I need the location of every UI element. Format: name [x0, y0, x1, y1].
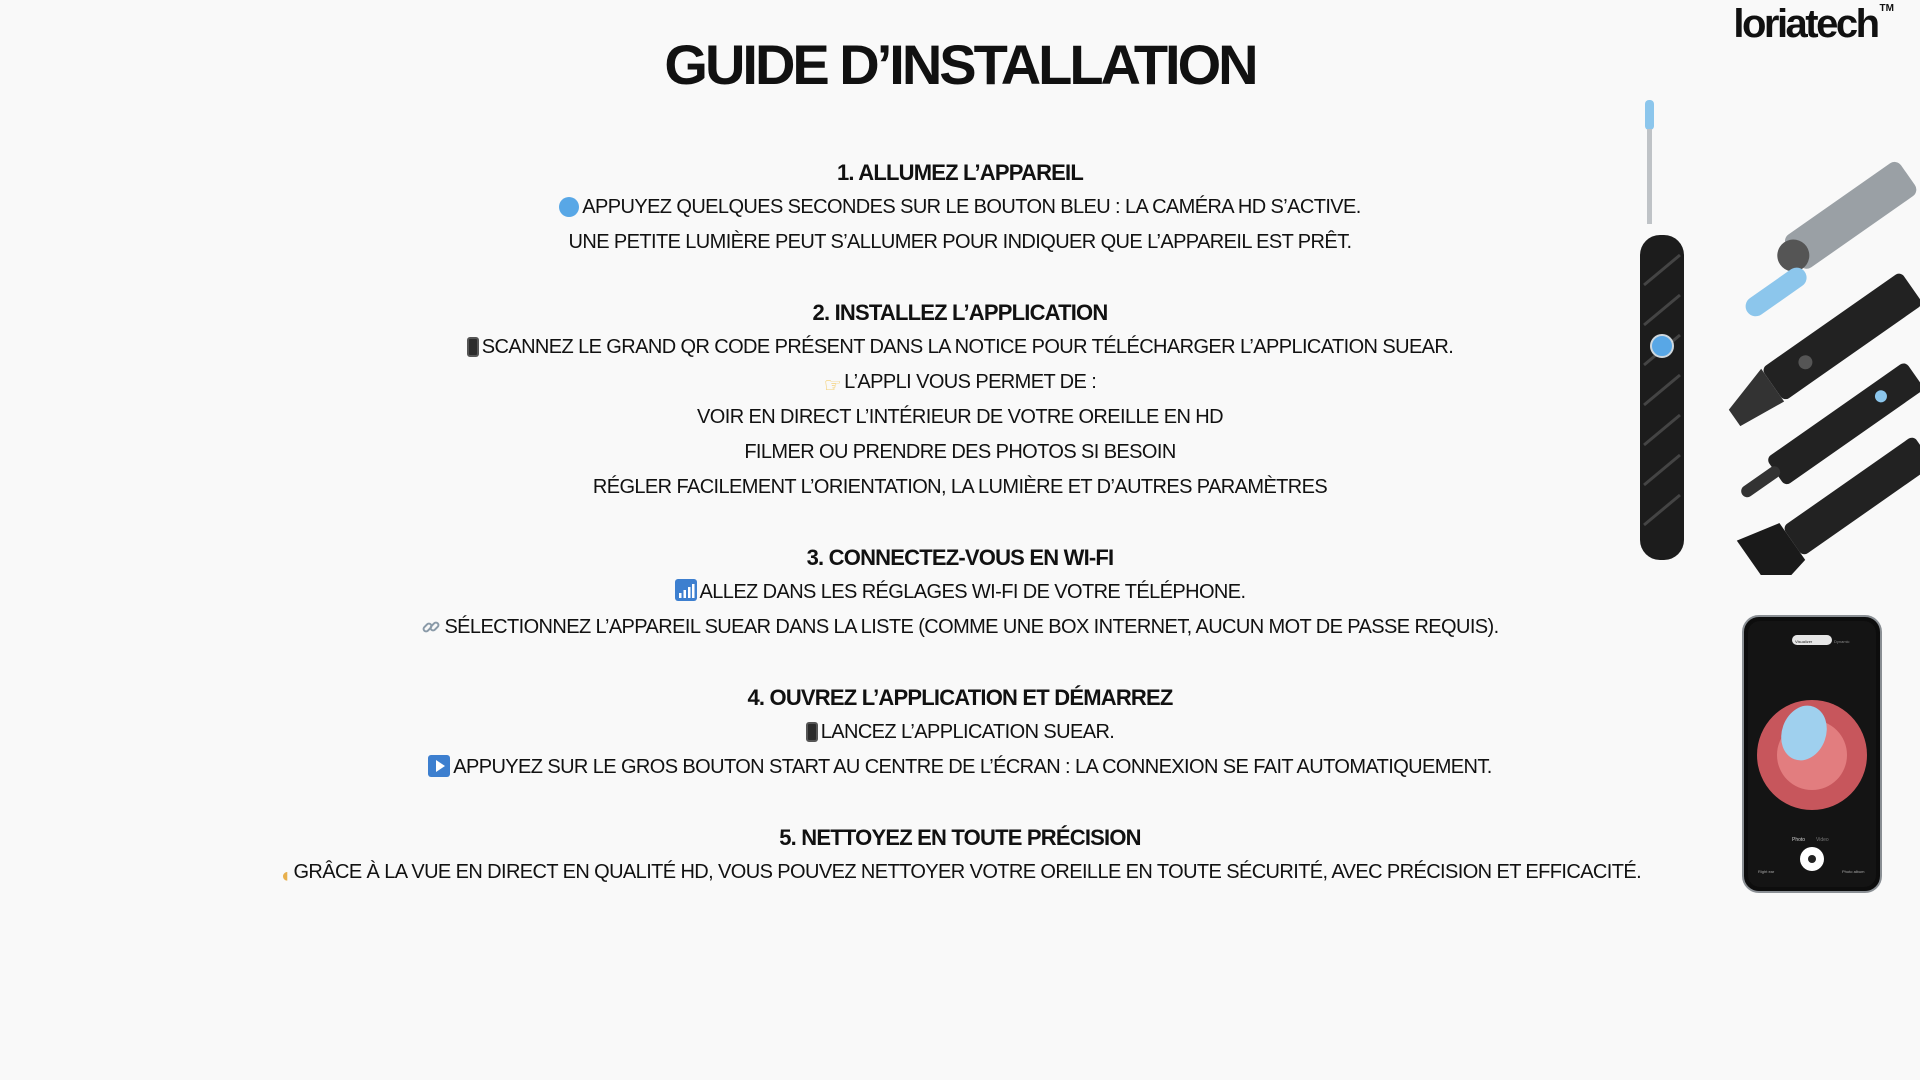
step-line: APPUYEZ SUR LE GROS BOUTON START AU CENTRE DE L’ÉCRAN : LA CONNEXION SE FAIT AUTOMATIQUEMENT. — [200, 750, 1720, 785]
step-heading: 4. OUVREZ L’APPLICATION ET DÉMARREZ — [747, 685, 1173, 710]
page-title: GUIDE D’INSTALLATION — [664, 33, 1256, 96]
instructions — [200, 155, 1720, 925]
step-line: FILMER OU PRENDRE DES PHOTOS SI BESOIN — [744, 441, 1176, 463]
step-line: SÉLECTIONNEZ L’APPAREIL SUEAR DANS LA LISTE (COMME UNE BOX INTERNET, AUCUN MOT DE PASSE REQUIS). — [200, 610, 1720, 645]
step-line: VOIR EN DIRECT L’INTÉRIEUR DE VOTRE OREILLE EN HD — [697, 406, 1223, 428]
step-line: SCANNEZ LE GRAND QR CODE PRÉSENT DANS LA NOTICE POUR TÉLÉCHARGER L’APPLICATION SUEAR. — [200, 330, 1720, 365]
blue-circle-icon — [559, 197, 579, 217]
play-button-icon — [428, 755, 450, 777]
step-line: APPUYEZ QUELQUES SECONDES SUR LE BOUTON BLEU : LA CAMÉRA HD S’ACTIVE. — [200, 190, 1720, 225]
link-icon — [421, 614, 441, 636]
step-line: UNE PETITE LUMIÈRE PEUT S’ALLUMER POUR INDIQUER QUE L’APPAREIL EST PRÊT. — [568, 231, 1352, 253]
otoscope-product-image — [1640, 85, 1920, 575]
step-line: LANCEZ L’APPLICATION SUEAR. — [200, 715, 1720, 750]
ear-icon: ◖ — [278, 865, 291, 887]
pointing-hand-icon: ☞ — [823, 375, 842, 397]
step-heading: 1. ALLUMEZ L’APPAREIL — [837, 160, 1083, 185]
svg-text:Photo album: Photo album — [1842, 869, 1865, 874]
step-3 — [200, 540, 1720, 645]
step-line: ALLEZ DANS LES RÉGLAGES WI-FI DE VOTRE TÉLÉPHONE. — [200, 575, 1720, 610]
step-2 — [200, 295, 1720, 505]
step-line: ☞ L’APPLI VOUS PERMET DE : — [823, 371, 1097, 397]
step-line: RÉGLER FACILEMENT L’ORIENTATION, LA LUMIÈRE ET D’AUTRES PARAMÈTRES — [592, 476, 1328, 498]
mobile-arrow-icon — [467, 337, 479, 357]
svg-text:Visualizer: Visualizer — [1795, 639, 1813, 644]
svg-text:Photo: Photo — [1792, 837, 1806, 843]
smartphone-app-image — [1742, 615, 1882, 893]
step-line: ◖ GRÂCE À LA VUE EN DIRECT EN QUALITÉ HD, VOUS POUVEZ NETTOYER VOTRE OREILLE EN TOUTE SÉCURITÉ, AVEC PRÉCISION ET EFFICACITÉ. — [278, 861, 1642, 887]
step-1 — [200, 155, 1720, 260]
step-heading: 3. CONNECTEZ-VOUS EN WI-FI — [806, 545, 1114, 570]
svg-text:Video: Video — [1816, 837, 1829, 843]
step-4 — [200, 680, 1720, 785]
step-5 — [200, 820, 1720, 890]
step-heading: 2. INSTALLEZ L’APPLICATION — [812, 300, 1108, 325]
brand-logo: loriatech ™ — [1733, 2, 1894, 46]
svg-text:Right ear: Right ear — [1758, 869, 1775, 874]
signal-bars-icon — [675, 579, 697, 601]
svg-text:Dynamic: Dynamic — [1834, 639, 1850, 644]
step-heading: 5. NETTOYEZ EN TOUTE PRÉCISION — [779, 825, 1141, 850]
mobile-phone-icon — [806, 722, 818, 742]
